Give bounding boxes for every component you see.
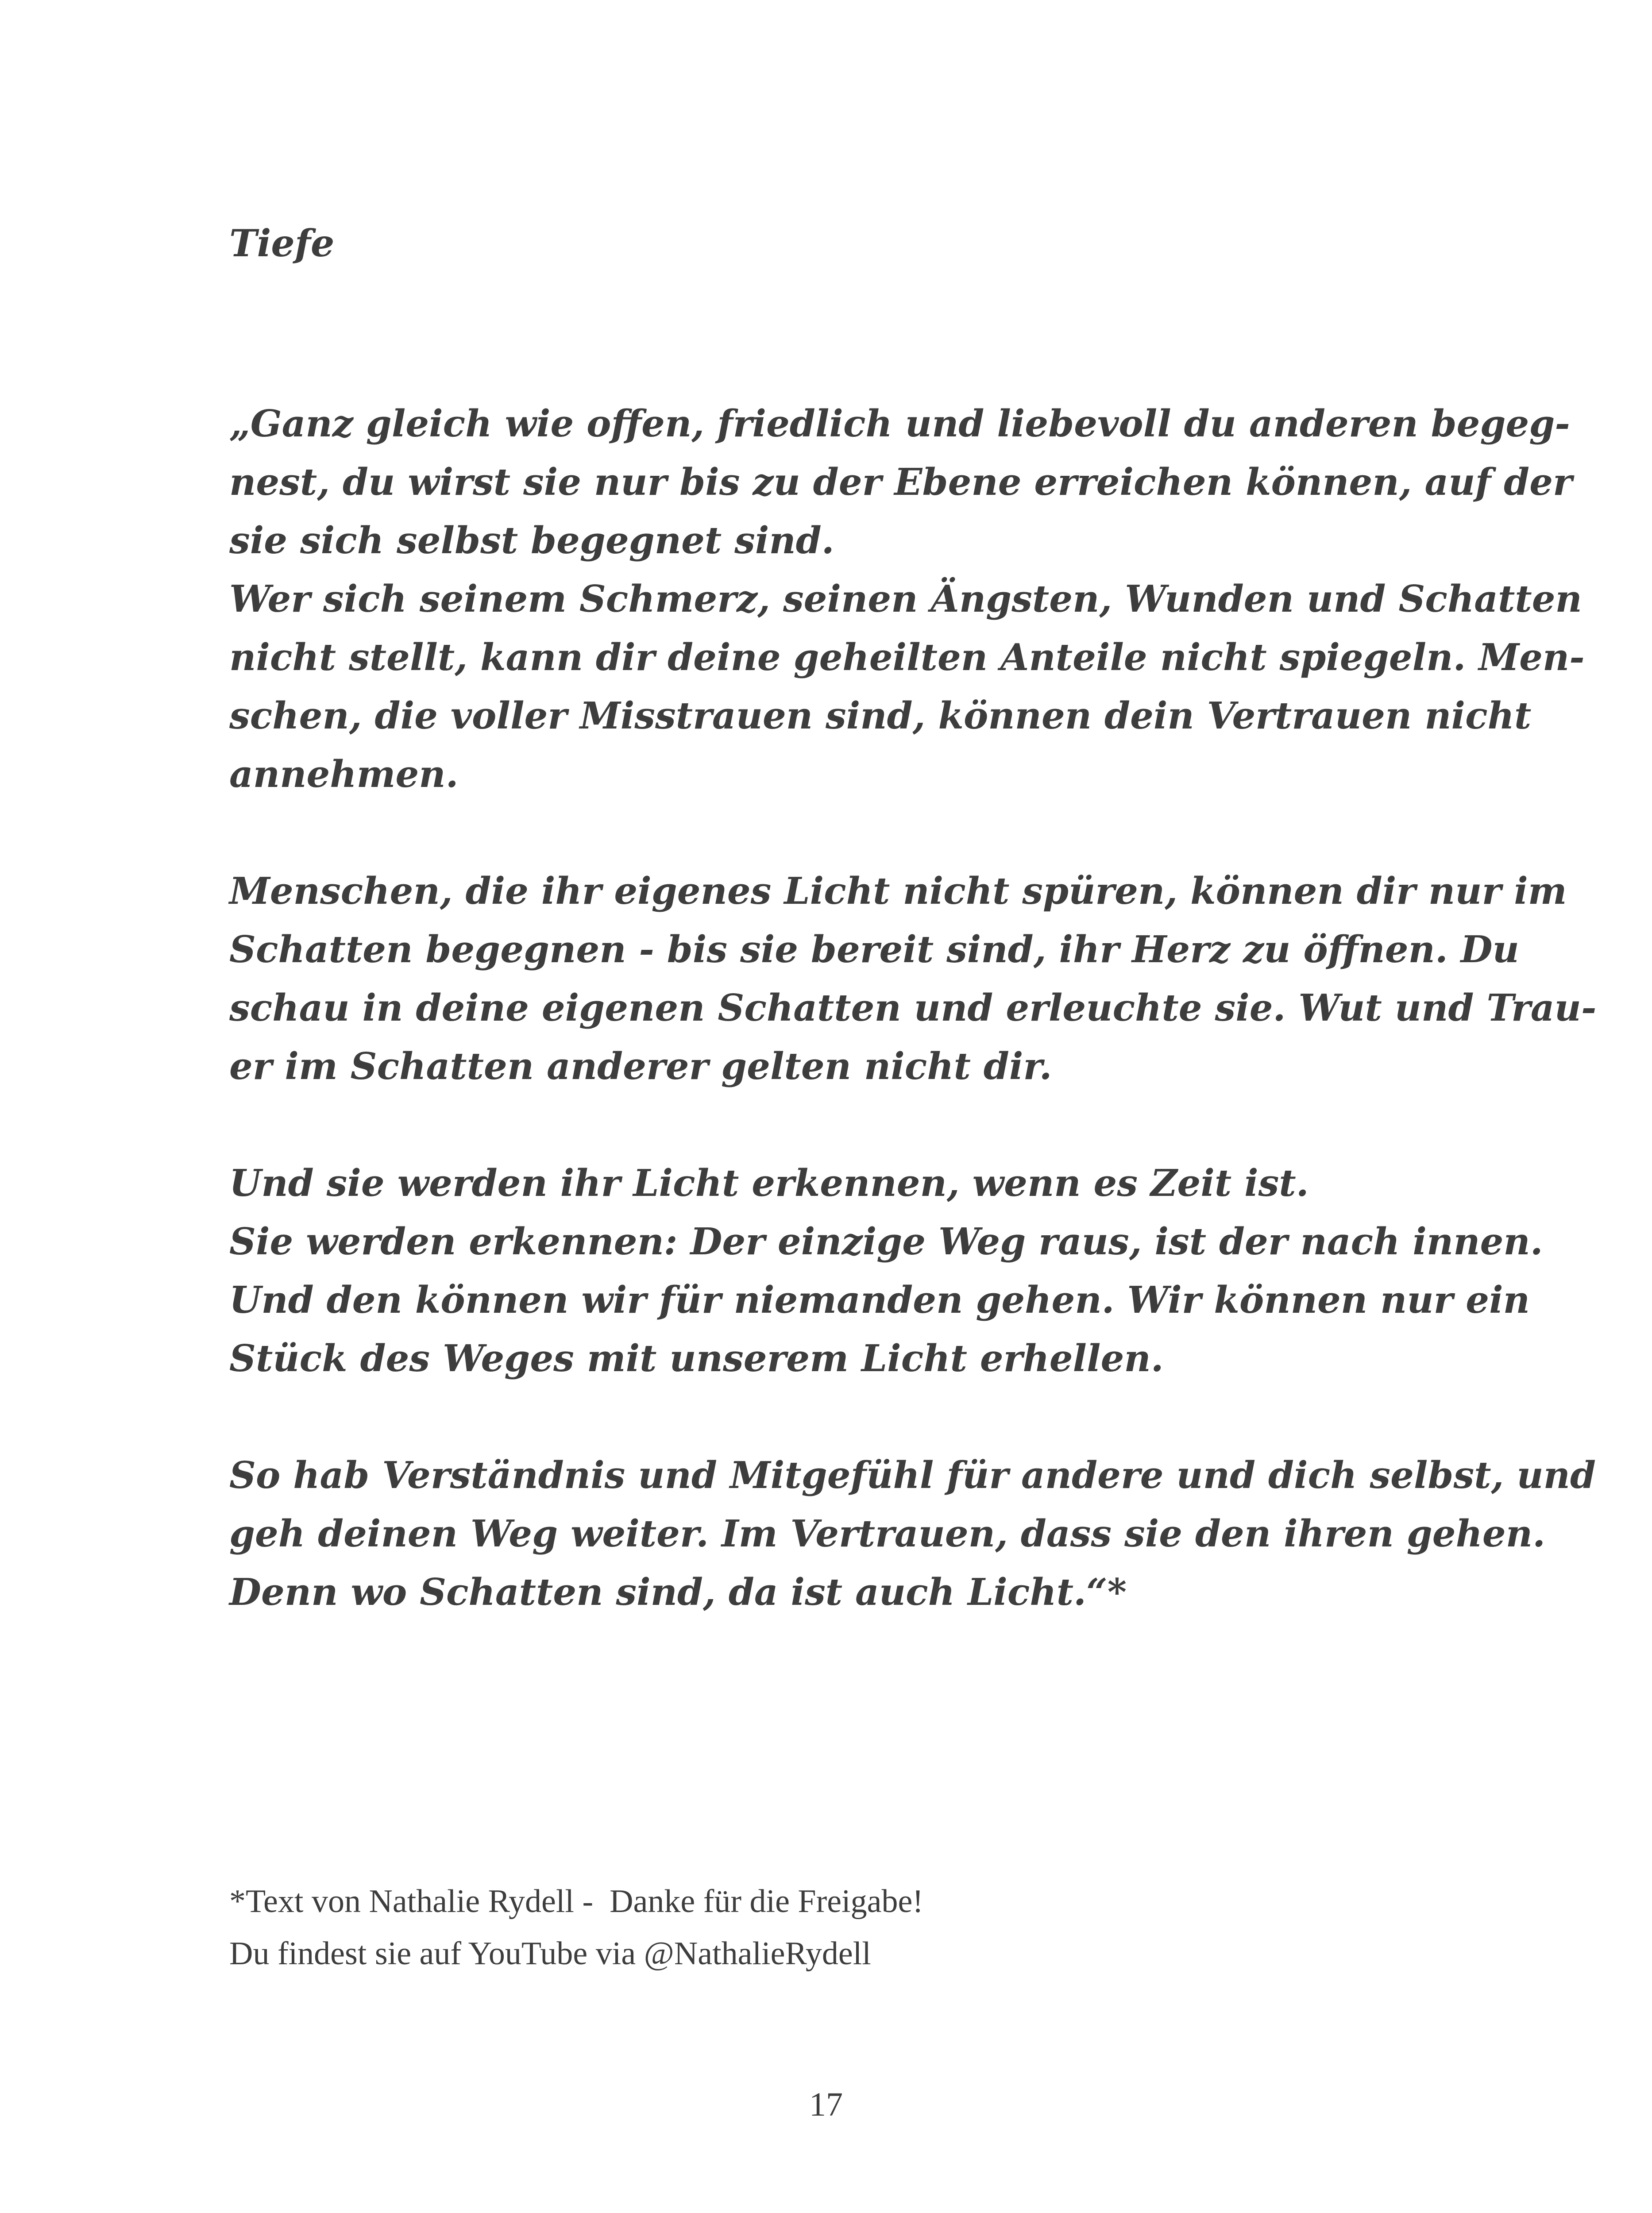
footnote-credit: *Text von Nathalie Rydell - Danke für die Freigabe! xyxy=(229,1883,923,1920)
text-line: „Ganz gleich wie offen, friedlich und liebevoll du anderen begeg- xyxy=(229,402,1570,445)
text-line: nest, du wirst sie nur bis zu der Ebene erreichen können, auf der xyxy=(229,460,1572,504)
quote-text xyxy=(229,394,1597,1621)
text-line: annehmen. xyxy=(229,752,459,796)
text-line: schau in deine eigenen Schatten und erleuchte sie. Wut und Trau- xyxy=(229,986,1597,1029)
text-line: Schatten begegnen - bis sie bereit sind, ihr Herz zu öffnen. Du xyxy=(229,928,1519,971)
paragraph-gap xyxy=(229,803,1432,862)
text-line: Wer sich seinem Schmerz, seinen Ängsten, Wunden und Schatten xyxy=(229,577,1582,621)
text-line: schen, die voller Misstrauen sind, können dein Vertrauen nicht xyxy=(229,694,1532,737)
text-line: geh deinen Weg weiter. Im Vertrauen, dass sie den ihren gehen. xyxy=(229,1512,1545,1555)
text-line: sie sich selbst begegnet sind. xyxy=(229,519,834,562)
text-line: Sie werden erkennen: Der einzige Weg raus, ist der nach innen. xyxy=(229,1220,1543,1263)
footnote xyxy=(229,1875,923,1980)
text-line: er im Schatten anderer gelten nicht dir. xyxy=(229,1045,1052,1088)
paragraph-gap xyxy=(229,1388,1432,1446)
text-line: So hab Verständnis und Mitgefühl für andere und dich selbst, und xyxy=(229,1453,1596,1497)
page-number: 17 xyxy=(809,2086,843,2123)
text-line: Stück des Weges mit unserem Licht erhellen. xyxy=(229,1337,1164,1380)
chapter-heading: Tiefe xyxy=(229,221,335,265)
footnote-youtube: Du findest sie auf YouTube via @NathalieRydell xyxy=(229,1935,871,1972)
text-line: nicht stellt, kann dir deine geheilten Anteile nicht spiegeln. Men- xyxy=(229,636,1585,679)
text-line: Und sie werden ihr Licht erkennen, wenn es Zeit ist. xyxy=(229,1161,1309,1205)
text-line: Menschen, die ihr eigenes Licht nicht spüren, können dir nur im xyxy=(229,869,1567,913)
paragraph-gap xyxy=(229,1095,1432,1154)
text-line: Und den können wir für niemanden gehen. Wir können nur ein xyxy=(229,1278,1530,1322)
text-line: Denn wo Schatten sind, da ist auch Licht.“* xyxy=(229,1570,1127,1614)
